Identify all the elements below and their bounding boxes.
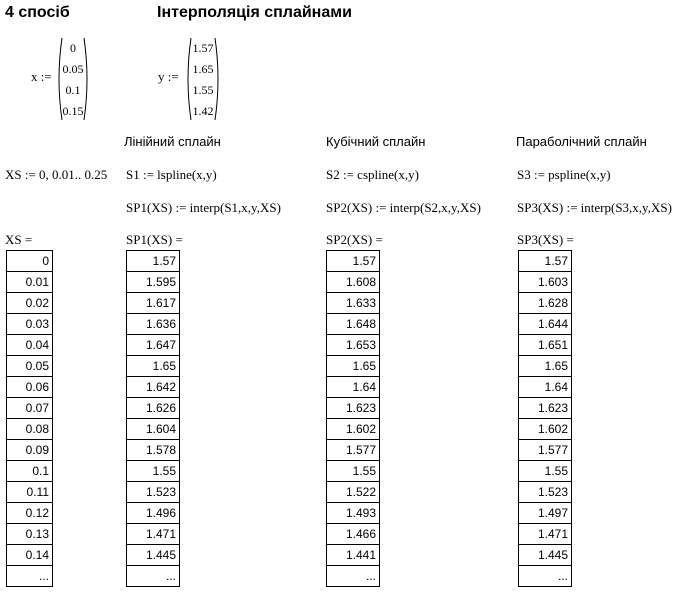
- table-cell[interactable]: 1.522: [327, 482, 380, 503]
- table-row: [7, 293, 53, 314]
- table-row: [7, 272, 53, 293]
- sp2-result-table[interactable]: [326, 250, 380, 587]
- table-row: [127, 482, 180, 503]
- sp2-result-label[interactable]: SP2(XS) =: [326, 232, 383, 247]
- table-row: [327, 293, 380, 314]
- table-cell[interactable]: 1.608: [327, 272, 380, 293]
- table-cell[interactable]: 1.623: [519, 398, 572, 419]
- sp3-result-label[interactable]: SP3(XS) =: [517, 232, 574, 247]
- table-cell[interactable]: 0: [7, 251, 53, 272]
- table-row: [127, 356, 180, 377]
- table-row: [7, 398, 53, 419]
- table-row: [327, 440, 380, 461]
- table-cell[interactable]: 0.11: [7, 482, 53, 503]
- table-cell[interactable]: ...: [127, 566, 180, 587]
- xs-range-definition[interactable]: XS := 0, 0.01.. 0.25: [5, 167, 108, 182]
- s1-definition[interactable]: S1 := lspline(x,y): [126, 167, 217, 182]
- table-row: [127, 314, 180, 335]
- table-cell[interactable]: 0.06: [7, 377, 53, 398]
- table-cell[interactable]: 1.633: [327, 293, 380, 314]
- table-row: [327, 461, 380, 482]
- vector-element: 1.55: [192, 82, 214, 97]
- table-cell[interactable]: 1.471: [519, 524, 572, 545]
- table-cell[interactable]: 1.441: [327, 545, 380, 566]
- y-vector-label: y :=: [158, 69, 179, 84]
- sp3-definition[interactable]: SP3(XS) := interp(S3,x,y,XS): [517, 200, 672, 215]
- table-row: [327, 398, 380, 419]
- table-cell[interactable]: 0.01: [7, 272, 53, 293]
- table-row: [519, 503, 572, 524]
- table-row: [519, 293, 572, 314]
- table-row: [127, 503, 180, 524]
- table-row: [127, 272, 180, 293]
- parabolic-spline-caption: Параболічний сплайн: [516, 134, 647, 149]
- sp1-result-label[interactable]: SP1(XS) =: [126, 232, 183, 247]
- table-cell[interactable]: 1.445: [127, 545, 180, 566]
- x-vector[interactable]: [55, 37, 91, 121]
- sp1-result-table[interactable]: [126, 250, 180, 587]
- vector-element: 0.05: [62, 61, 84, 76]
- vector-element: 1.57: [192, 40, 214, 55]
- table-cell[interactable]: 1.57: [519, 251, 572, 272]
- table-row: [327, 566, 380, 587]
- table-cell[interactable]: 1.626: [127, 398, 180, 419]
- table-row: [519, 356, 572, 377]
- table-row: [327, 251, 380, 272]
- table-row: [519, 377, 572, 398]
- linear-spline-caption: Лінійний сплайн: [124, 134, 221, 149]
- table-cell[interactable]: 1.65: [127, 356, 180, 377]
- table-row: [519, 545, 572, 566]
- page-title: Інтерполяція сплайнами: [157, 4, 352, 21]
- table-row: [7, 461, 53, 482]
- table-row: [519, 461, 572, 482]
- table-row: [127, 377, 180, 398]
- vector-element: 1.65: [192, 61, 214, 76]
- s3-definition[interactable]: S3 := pspline(x,y): [517, 167, 611, 182]
- table-row: [7, 314, 53, 335]
- table-row: [127, 545, 180, 566]
- xs-result-label[interactable]: XS =: [5, 232, 33, 247]
- table-row: [7, 440, 53, 461]
- table-cell[interactable]: 1.57: [327, 251, 380, 272]
- table-cell[interactable]: 1.445: [519, 545, 572, 566]
- sp1-definition[interactable]: SP1(XS) := interp(S1,x,y,XS): [126, 200, 281, 215]
- table-cell[interactable]: 0.12: [7, 503, 53, 524]
- table-row: [7, 482, 53, 503]
- table-cell[interactable]: 0.08: [7, 419, 53, 440]
- table-row: [519, 335, 572, 356]
- cubic-spline-caption: Кубічний сплайн: [326, 134, 426, 149]
- table-cell[interactable]: 1.577: [327, 440, 380, 461]
- table-cell[interactable]: 0.03: [7, 314, 53, 335]
- table-row: [7, 545, 53, 566]
- table-cell[interactable]: 0.13: [7, 524, 53, 545]
- table-cell[interactable]: 1.64: [519, 377, 572, 398]
- table-cell[interactable]: 1.493: [327, 503, 380, 524]
- table-cell[interactable]: 1.602: [519, 419, 572, 440]
- table-cell[interactable]: 1.617: [127, 293, 180, 314]
- table-row: [7, 419, 53, 440]
- table-cell[interactable]: 1.604: [127, 419, 180, 440]
- table-cell[interactable]: 0.1: [7, 461, 53, 482]
- table-row: [519, 251, 572, 272]
- table-row: [327, 272, 380, 293]
- table-row: [519, 524, 572, 545]
- table-row: [327, 503, 380, 524]
- xs-result-table[interactable]: [6, 250, 53, 587]
- method-heading: 4 спосіб: [5, 4, 70, 21]
- table-cell[interactable]: 1.65: [519, 356, 572, 377]
- table-cell[interactable]: 1.577: [519, 440, 572, 461]
- table-row: [519, 272, 572, 293]
- table-cell[interactable]: 1.623: [327, 398, 380, 419]
- table-row: [127, 335, 180, 356]
- table-row: [127, 398, 180, 419]
- table-cell[interactable]: 0.14: [7, 545, 53, 566]
- table-cell[interactable]: 0.04: [7, 335, 53, 356]
- table-cell[interactable]: 1.55: [127, 461, 180, 482]
- table-cell[interactable]: 1.636: [127, 314, 180, 335]
- table-row: [127, 566, 180, 587]
- table-row: [327, 545, 380, 566]
- table-cell[interactable]: 1.603: [519, 272, 572, 293]
- vector-element: 1.42: [192, 103, 214, 118]
- sp3-result-table[interactable]: [518, 250, 572, 587]
- table-row: [127, 461, 180, 482]
- table-cell[interactable]: 1.57: [127, 251, 180, 272]
- table-cell[interactable]: 1.642: [127, 377, 180, 398]
- table-row: [327, 314, 380, 335]
- table-cell[interactable]: 1.55: [519, 461, 572, 482]
- y-vector[interactable]: [184, 37, 222, 121]
- sp2-definition[interactable]: SP2(XS) := interp(S2,x,y,XS): [326, 200, 481, 215]
- table-cell[interactable]: 1.466: [327, 524, 380, 545]
- table-row: [327, 356, 380, 377]
- table-row: [127, 419, 180, 440]
- table-cell[interactable]: 1.471: [127, 524, 180, 545]
- table-row: [519, 419, 572, 440]
- table-row: [327, 524, 380, 545]
- table-cell[interactable]: 1.648: [327, 314, 380, 335]
- table-cell[interactable]: 1.595: [127, 272, 180, 293]
- table-row: [127, 524, 180, 545]
- table-cell[interactable]: 1.65: [327, 356, 380, 377]
- table-row: [127, 251, 180, 272]
- table-row: [519, 566, 572, 587]
- table-row: [519, 440, 572, 461]
- table-row: [7, 503, 53, 524]
- table-cell[interactable]: 1.523: [127, 482, 180, 503]
- s2-definition[interactable]: S2 := cspline(x,y): [326, 167, 419, 182]
- table-cell[interactable]: ...: [327, 566, 380, 587]
- table-cell[interactable]: 1.647: [127, 335, 180, 356]
- table-row: [7, 335, 53, 356]
- table-cell[interactable]: 1.55: [327, 461, 380, 482]
- table-cell[interactable]: 1.653: [327, 335, 380, 356]
- table-row: [127, 440, 180, 461]
- table-row: [127, 293, 180, 314]
- vector-element: 0.1: [65, 82, 81, 97]
- table-cell[interactable]: 1.602: [327, 419, 380, 440]
- table-cell[interactable]: 1.651: [519, 335, 572, 356]
- table-row: [7, 251, 53, 272]
- table-cell[interactable]: 0.09: [7, 440, 53, 461]
- table-row: [519, 482, 572, 503]
- table-row: [519, 398, 572, 419]
- table-cell[interactable]: 0.02: [7, 293, 53, 314]
- table-cell[interactable]: 1.497: [519, 503, 572, 524]
- table-cell[interactable]: ...: [519, 566, 572, 587]
- table-row: [327, 482, 380, 503]
- table-cell[interactable]: 1.578: [127, 440, 180, 461]
- table-row: [327, 335, 380, 356]
- table-cell[interactable]: ...: [7, 566, 53, 587]
- table-row: [327, 419, 380, 440]
- table-row: [7, 524, 53, 545]
- table-row: [327, 377, 380, 398]
- x-vector-label: x :=: [31, 69, 52, 84]
- table-cell[interactable]: 0.05: [7, 356, 53, 377]
- vector-element: 0: [70, 40, 76, 55]
- table-row: [7, 566, 53, 587]
- vector-element: 0.15: [62, 103, 84, 118]
- table-row: [7, 356, 53, 377]
- table-cell[interactable]: 1.64: [327, 377, 380, 398]
- table-cell[interactable]: 1.496: [127, 503, 180, 524]
- table-cell[interactable]: 1.523: [519, 482, 572, 503]
- table-cell[interactable]: 1.644: [519, 314, 572, 335]
- table-row: [519, 314, 572, 335]
- table-cell[interactable]: 1.628: [519, 293, 572, 314]
- table-cell[interactable]: 0.07: [7, 398, 53, 419]
- table-row: [7, 377, 53, 398]
